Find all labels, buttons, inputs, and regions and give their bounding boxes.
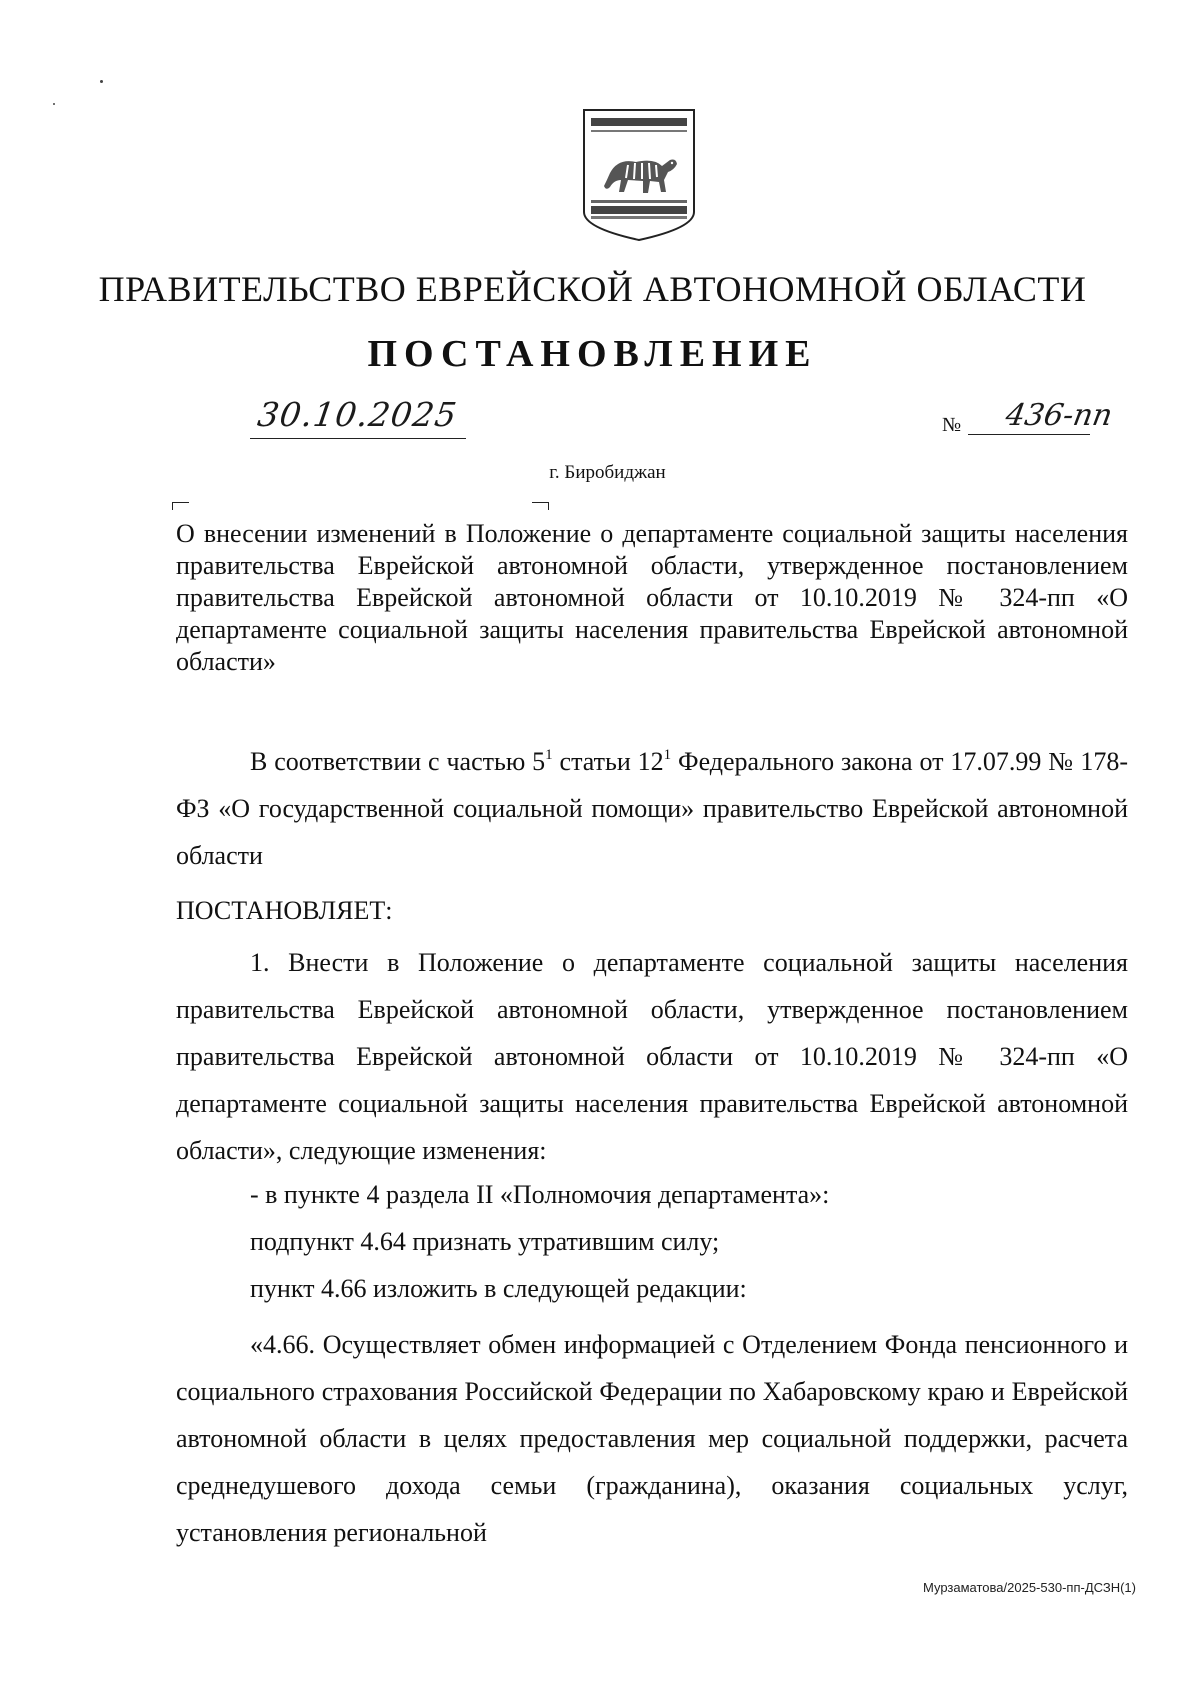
date-underline (250, 438, 466, 439)
preamble-superscript: 1 (545, 747, 553, 763)
preamble-paragraph (176, 738, 1128, 879)
clause-4-66-paragraph: «4.66. Осуществляет обмен информацией с Отделением Фонда пенсионного и социального страхования Российской Федерации по Хабаровскому краю и Еврейской автономной области в целях предоставления мер социальной поддержки, расчета среднедушевого дохода семьи (гражданина), оказания социальных услуг, установления региональной (176, 1330, 1128, 1547)
resolves-heading: ПОСТАНОВЛЯЕТ: (176, 896, 393, 925)
change-line-repeal: подпункт 4.64 признать утратившим силу; (250, 1227, 720, 1256)
scan-speck (53, 103, 55, 105)
scan-speck (100, 80, 103, 83)
preamble-superscript: 1 (663, 747, 672, 763)
preamble-text: В соответствии с частью 5 (250, 747, 546, 776)
change-line-restate: пункт 4.66 изложить в следующей редакции: (250, 1274, 747, 1303)
city-name: г. Биробиджан (549, 462, 666, 483)
subject-bracket-left (172, 502, 189, 510)
handwritten-date: 30.10.2025 (255, 395, 460, 434)
document-subject: О внесении изменений в Положение о департаменте социальной защиты населения правительства Еврейской автономной области, утвержденное постановлением правительства Еврейской автономной области от 10.10.2019 № 324-пп «О департаменте социальной защиты населения правительства Еврейской автономной области» (176, 519, 1128, 676)
government-title: ПРАВИТЕЛЬСТВО ЕВРЕЙСКОЙ АВТОНОМНОЙ ОБЛАСТИ (98, 269, 1087, 309)
handwritten-number: 436-пп (1002, 398, 1116, 433)
document-type-title: ПОСТАНОВЛЕНИЕ (367, 333, 818, 375)
item-1-paragraph: 1. Внести в Положение о департаменте социальной защиты населения правительства Еврейской автономной области, утвержденное постановлением правительства Еврейской автономной области от 10.10.2019 № 324-пп «О департаменте социальной защиты населения правительства Еврейской автономной области», следующие изменения: (176, 948, 1128, 1165)
preamble-text: статьи 12 (552, 747, 664, 776)
subject-bracket-right (532, 502, 549, 510)
number-sign: № (942, 414, 962, 436)
change-line-section: - в пункте 4 раздела II «Полномочия департамента»: (250, 1180, 830, 1209)
number-underline (968, 434, 1090, 435)
footer-reference: Мурзаматова/2025-530-пп-ДСЗН(1) (923, 1580, 1136, 1595)
preamble-text: Федерального закона от 17.07.99 № 178-ФЗ «О государственной социальной помощи» правительство Еврейской автономной области (176, 747, 1128, 870)
coat-of-arms-tiger-icon (580, 108, 698, 244)
